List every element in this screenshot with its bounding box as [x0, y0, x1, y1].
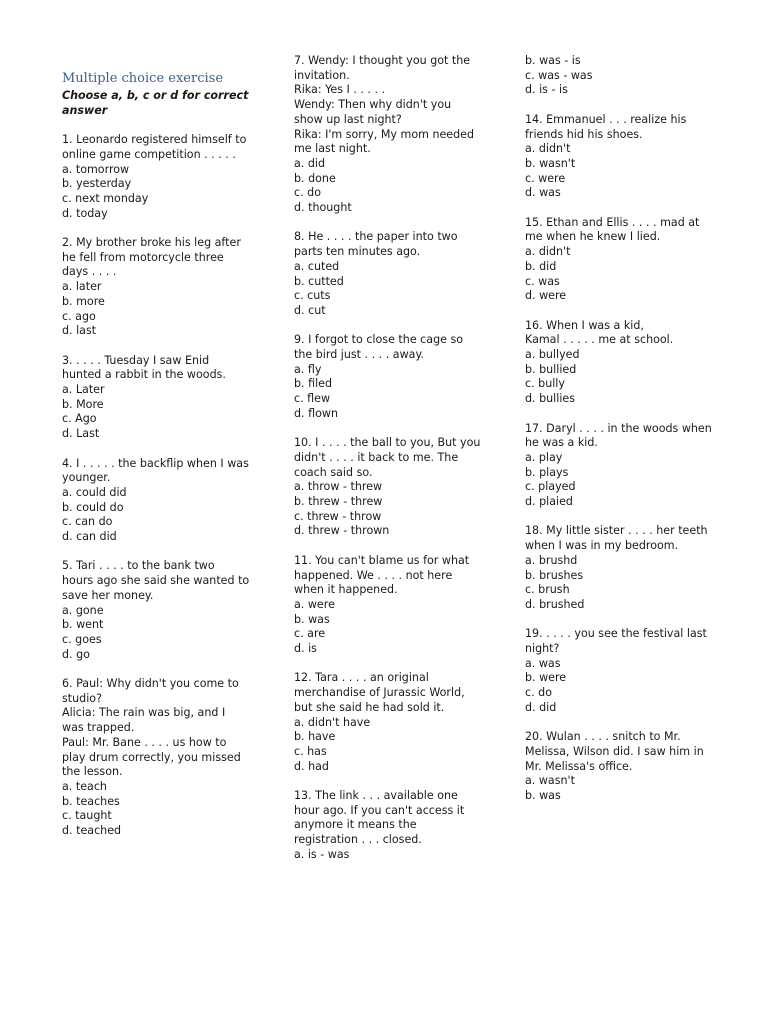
- text-line: a. teach: [62, 779, 107, 793]
- text-line: c. bully: [525, 377, 565, 391]
- question-list: [62, 133, 262, 839]
- question-block: [62, 677, 262, 839]
- text-line: d. did: [525, 700, 557, 714]
- text-line: c. cuts: [294, 289, 331, 303]
- question-block: [525, 627, 735, 715]
- question-block: [62, 354, 262, 442]
- text-line: c. goes: [62, 632, 102, 646]
- text-line: d. is - is: [525, 83, 568, 97]
- text-line: hour ago. If you can't access it: [294, 803, 465, 817]
- text-line: coach said so.: [294, 465, 373, 479]
- text-line: save her money.: [62, 588, 154, 602]
- text-line: a. tomorrow: [62, 162, 130, 176]
- question-text-line: 20. Wulan . . . . snitch to Mr.: [525, 730, 681, 744]
- question-text-line: 8. He . . . . the paper into two: [294, 230, 458, 244]
- question-text-line: 3. . . . . Tuesday I saw Enid: [62, 353, 210, 367]
- text-line: b. more: [62, 294, 105, 308]
- question-list: [294, 54, 494, 863]
- text-line: registration . . . closed.: [294, 833, 422, 847]
- text-line: b. were: [525, 671, 567, 685]
- text-line: a. throw - threw: [294, 480, 383, 494]
- text-line: c. taught: [62, 809, 112, 823]
- text-line: me last night.: [294, 142, 371, 156]
- question-block: [525, 54, 735, 98]
- question-block: [525, 113, 735, 201]
- text-line: d. Last: [62, 427, 100, 441]
- text-line: merchandise of Jurassic World,: [294, 686, 465, 700]
- text-line: a. play: [525, 450, 563, 464]
- question-text-line: 17. Daryl . . . . in the woods when: [525, 421, 712, 435]
- question-block: [525, 422, 735, 510]
- question-text-line: 1. Leonardo registered himself to: [62, 133, 247, 147]
- text-line: invitation.: [294, 68, 350, 82]
- text-line: b. filed: [294, 377, 333, 391]
- text-line: b. plays: [525, 465, 569, 479]
- text-line: studio?: [62, 691, 102, 705]
- text-line: Melissa, Wilson did. I saw him in: [525, 744, 704, 758]
- page-title: Multiple choice exercise: [62, 71, 224, 86]
- text-line: b. have: [294, 730, 336, 744]
- text-line: play drum correctly, you missed: [62, 750, 241, 764]
- question-text-line: 2. My brother broke his leg after: [62, 236, 241, 249]
- question-text-line: 4. I . . . . . the backflip when I was: [62, 456, 249, 470]
- text-line: the bird just . . . . away.: [294, 348, 424, 362]
- text-line: b. done: [294, 171, 336, 185]
- text-line: c. was - was: [525, 68, 593, 82]
- column-2: [294, 54, 494, 877]
- text-line: d. thought: [294, 201, 352, 215]
- question-block: [62, 457, 262, 545]
- text-line: c. next monday: [62, 191, 149, 205]
- text-line: b. bullied: [525, 362, 577, 376]
- question-text-line: 18. My little sister . . . . her teeth: [525, 524, 708, 538]
- question-text-line: 5. Tari . . . . to the bank two: [62, 559, 215, 573]
- text-line: anymore it means the: [294, 818, 417, 832]
- question-block: [294, 54, 494, 216]
- text-line: Alicia: The rain was big, and I: [62, 706, 226, 720]
- text-line: me when he knew I lied.: [525, 230, 661, 244]
- question-block: [62, 133, 262, 221]
- text-line: b. wasn't: [525, 156, 576, 170]
- text-line: c. are: [294, 627, 326, 641]
- question-block: [525, 216, 735, 304]
- text-line: b. teaches: [62, 794, 120, 808]
- text-line: Mr. Melissa's office.: [525, 759, 633, 773]
- column-1: [62, 70, 262, 853]
- text-line: he fell from motorcycle three: [62, 250, 224, 264]
- question-block: [525, 319, 735, 407]
- text-line: b. was: [294, 612, 330, 626]
- text-line: b. did: [525, 259, 557, 273]
- text-line: hunted a rabbit in the woods.: [62, 368, 226, 382]
- question-text-line: 11. You can't blame us for what: [294, 553, 470, 567]
- question-text-line: 12. Tara . . . . an original: [294, 671, 429, 685]
- question-block: [525, 730, 735, 804]
- text-line: night?: [525, 642, 560, 656]
- text-line: d. teached: [62, 824, 122, 838]
- text-line: d. threw - thrown: [294, 524, 390, 538]
- text-line: d. had: [294, 759, 329, 773]
- text-line: b. was: [525, 789, 561, 803]
- text-line: b. threw - threw: [294, 495, 383, 509]
- text-line: d. today: [62, 206, 108, 220]
- question-text-line: 7. Wendy: I thought you got the: [294, 54, 471, 67]
- text-line: a. didn't: [525, 245, 571, 259]
- text-line: b. yesterday: [62, 177, 132, 191]
- text-line: a. later: [62, 280, 102, 294]
- text-line: c. has: [294, 744, 327, 758]
- text-line: a. didn't have: [294, 715, 371, 729]
- text-line: d. was: [525, 186, 561, 200]
- text-line: hours ago she said she wanted to: [62, 574, 250, 588]
- question-list: [525, 54, 735, 804]
- text-line: online game competition . . . . .: [62, 147, 236, 161]
- text-line: happened. We . . . . not here: [294, 568, 453, 582]
- text-line: b. went: [62, 618, 104, 632]
- text-line: a. wasn't: [525, 774, 575, 788]
- text-line: a. was: [525, 656, 561, 670]
- text-line: a. is - was: [294, 847, 350, 861]
- question-text-line: 19. . . . . you see the festival last: [525, 627, 707, 641]
- text-line: c. threw - throw: [294, 509, 382, 523]
- text-line: d. brushed: [525, 597, 585, 611]
- text-line: a. were: [294, 597, 335, 611]
- question-text-line: 13. The link . . . available one: [294, 789, 458, 803]
- text-line: friends hid his shoes.: [525, 127, 643, 141]
- text-line: c. can do: [62, 515, 113, 529]
- text-line: a. Later: [62, 383, 105, 397]
- question-block: [62, 559, 262, 662]
- text-line: Rika: Yes I . . . . .: [294, 83, 386, 97]
- text-line: d. plaied: [525, 495, 573, 509]
- text-line: the lesson.: [62, 765, 123, 779]
- text-line: d. go: [62, 647, 90, 661]
- question-block: [294, 333, 494, 421]
- question-block: [525, 524, 735, 612]
- text-line: c. do: [294, 186, 321, 200]
- text-line: c. ago: [62, 309, 96, 323]
- text-line: was trapped.: [62, 721, 135, 735]
- text-line: days . . . .: [62, 265, 117, 279]
- text-line: d. cut: [294, 303, 326, 317]
- text-line: c. were: [525, 171, 566, 185]
- text-line: a. didn't: [525, 142, 571, 156]
- question-text-line: 10. I . . . . the ball to you, But you: [294, 436, 481, 450]
- question-text-line: 14. Emmanuel . . . realize his: [525, 112, 687, 126]
- text-line: b. More: [62, 397, 104, 411]
- question-text-line: 9. I forgot to close the cage so: [294, 333, 464, 347]
- text-line: a. brushd: [525, 553, 578, 567]
- column-3: [525, 54, 735, 818]
- text-line: when I was in my bedroom.: [525, 539, 679, 553]
- question-block: [294, 671, 494, 774]
- text-line: d. last: [62, 324, 97, 338]
- text-line: show up last night?: [294, 112, 402, 126]
- text-line: d. bullies: [525, 392, 576, 406]
- text-line: a. fly: [294, 362, 322, 376]
- text-line: younger.: [62, 471, 111, 485]
- text-line: he was a kid.: [525, 436, 598, 450]
- text-line: a. bullyed: [525, 348, 580, 362]
- question-text-line: 16. When I was a kid,: [525, 318, 644, 332]
- question-text-line: 15. Ethan and Ellis . . . . mad at: [525, 215, 700, 229]
- text-line: d. is: [294, 642, 317, 656]
- question-text-line: 6. Paul: Why didn't you come to: [62, 677, 239, 691]
- question-block: [62, 236, 262, 339]
- text-line: parts ten minutes ago.: [294, 245, 421, 259]
- text-line: c. played: [525, 480, 576, 494]
- text-line: b. cutted: [294, 274, 344, 288]
- text-line: c. do: [525, 686, 552, 700]
- text-line: c. flew: [294, 392, 331, 406]
- text-line: a. could did: [62, 485, 127, 499]
- text-line: d. can did: [62, 530, 117, 544]
- text-line: but she said he had sold it.: [294, 700, 445, 714]
- text-line: when it happened.: [294, 583, 398, 597]
- text-line: d. were: [525, 289, 567, 303]
- text-line: Wendy: Then why didn't you: [294, 98, 452, 112]
- text-line: c. brush: [525, 583, 570, 597]
- text-line: Paul: Mr. Bane . . . . us how to: [62, 735, 227, 749]
- text-line: Kamal . . . . . me at school.: [525, 333, 674, 347]
- question-text-line: b. was - is: [525, 54, 581, 67]
- text-line: c. was: [525, 274, 560, 288]
- text-line: a. cuted: [294, 259, 340, 273]
- text-line: b. brushes: [525, 568, 584, 582]
- question-block: [294, 436, 494, 539]
- text-line: Rika: I'm sorry, My mom needed: [294, 127, 475, 141]
- question-block: [294, 230, 494, 318]
- text-line: a. gone: [62, 603, 104, 617]
- question-block: [294, 789, 494, 863]
- question-block: [294, 554, 494, 657]
- text-line: a. did: [294, 156, 326, 170]
- instructions: Choose a, b, c or d for correct answer: [62, 89, 249, 117]
- text-line: c. Ago: [62, 412, 97, 426]
- text-line: didn't . . . . it back to me. The: [294, 450, 459, 464]
- text-line: d. flown: [294, 406, 338, 420]
- text-line: b. could do: [62, 500, 124, 514]
